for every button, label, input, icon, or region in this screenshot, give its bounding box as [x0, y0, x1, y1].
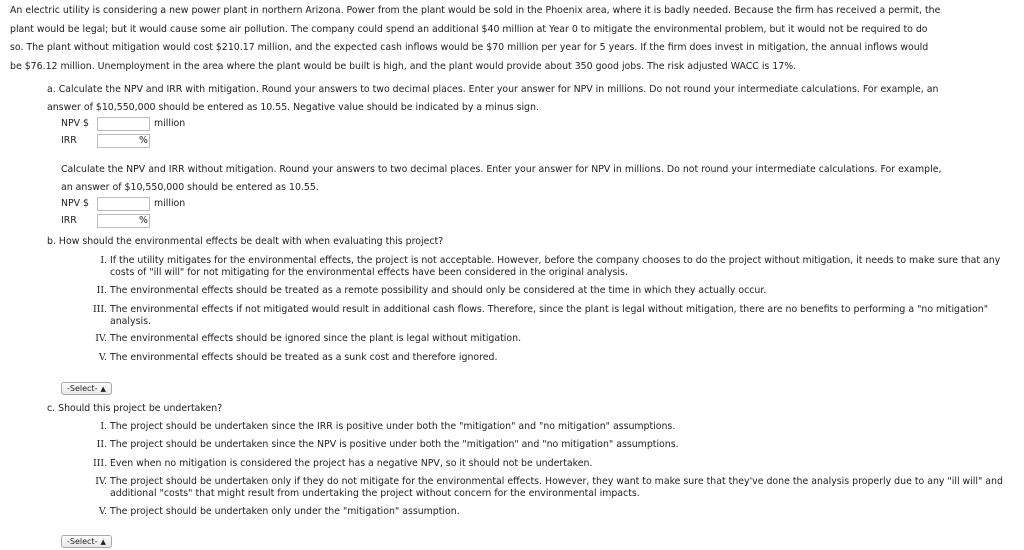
part-a-question-line: Calculate the NPV and IRR without mitigation. Round your answers to two decimal places. Enter your answer for NPV in millions. Do not round your intermediate calculations. For example,	[61, 164, 942, 175]
npv-with-mitigation-input[interactable]	[97, 117, 150, 131]
part-a-question	[47, 81, 1012, 117]
npv-label: NPV $	[61, 198, 90, 209]
option-text: The environmental effects should be treated as a sunk cost and therefore ignored.	[110, 352, 498, 363]
irr-with-mitigation-row	[61, 134, 261, 150]
intro-line: plant would be legal; but it would cause some air pollution. The company could spend an additional $40 million at Year 0 to mitigate the environmental problem, but it would not be required to do	[10, 23, 928, 35]
select-value: -Select-	[67, 384, 98, 393]
irr-without-mitigation-row	[61, 214, 261, 230]
problem-statement	[10, 2, 1016, 76]
option-text: The environmental effects should be treated as a remote possibility and should only be considered at the time in which they actually occur.	[110, 285, 767, 296]
option-number: IV.	[95, 333, 107, 344]
npv-without-mitigation-row	[61, 197, 261, 213]
option-number: V.	[98, 352, 107, 363]
intro-line: so. The plant without mitigation would cost $210.17 million, and the expected cash inflows would be $70 million per year for 5 years. If the firm does invest in mitigation, the annual inflows would	[10, 42, 929, 54]
npv-without-mitigation-input[interactable]	[97, 197, 150, 211]
option-number: II.	[96, 285, 107, 296]
option-number: III.	[93, 304, 108, 315]
npv-with-mitigation-row	[61, 117, 261, 133]
npv-label: NPV $	[61, 118, 90, 129]
part-a-question-line: an answer of $10,550,000 should be entered as 10.55.	[61, 182, 319, 193]
irr-label: IRR	[61, 215, 77, 226]
option-text: Even when no mitigation is considered the project has a negative NPV, so it should not be undertaken.	[110, 458, 593, 469]
option-text: The project should be undertaken since the NPV is positive under both the "mitigation" and "no mitigation" assumptions.	[110, 439, 679, 450]
updown-arrow-icon: ▲︎	[100, 538, 106, 546]
option-number: IV.	[95, 476, 107, 487]
part-a-question-line: a. Calculate the NPV and IRR with mitigation. Round your answers to two decimal places. Enter your answer for NPV in millions. Do not round your intermediate calculations. For example, an	[47, 84, 939, 95]
option-number: I.	[100, 255, 107, 266]
option-text: The project should be undertaken only under the "mitigation" assumption.	[110, 506, 460, 517]
option-number: II.	[96, 439, 107, 450]
part-c-answer-select[interactable]	[61, 535, 112, 548]
part-a-question-2	[61, 161, 1011, 197]
part-b-question: b. How should the environmental effects be dealt with when evaluating this project?	[47, 236, 444, 247]
option-text: The project should be undertaken since the IRR is positive under both the "mitigation" and "no mitigation" assumptions.	[110, 421, 676, 432]
irr-unit: %	[139, 215, 148, 226]
option-text: The environmental effects should be ignored since the plant is legal without mitigation.	[110, 333, 522, 344]
irr-label: IRR	[61, 135, 77, 146]
intro-line: An electric utility is considering a new power plant in northern Arizona. Power from the plant would be sold in the Phoenix area, where it is badly needed. Because the firm has received a permit, the	[10, 5, 941, 16]
option-number: I.	[100, 421, 107, 432]
npv-unit: million	[154, 198, 186, 209]
intro-line: be $76.12 million. Unemployment in the area where the plant would be built is high, and the plant would provide about 350 good jobs. The risk adjusted WACC is 17%.	[10, 60, 797, 72]
option-text: If the utility mitigates for the environmental effects, the project is not acceptable. However, before the company chooses to do the project without mitigation, it needs to make sure that any costs of "ill will" for not mitigating for the environmental effects have been considered in the original analysis.	[110, 255, 1001, 278]
part-c-question: c. Should this project be undertaken?	[47, 403, 223, 414]
option-text: The environmental effects if not mitigated would result in additional cash flows. Therefore, since the plant is legal without mitigation, there are no benefits to performing a "no mitigation" analysis.	[110, 304, 989, 327]
option-text: The project should be undertaken only if they do not mitigate for the environmental effects. However, they want to make sure that they've done the analysis properly due to any "ill will" and additional "costs" that might result from undertaking the project without concern for the environmental impacts.	[110, 476, 1003, 499]
part-b-answer-select[interactable]	[61, 382, 112, 395]
updown-arrow-icon: ▲︎	[100, 385, 106, 393]
option-number: V.	[98, 506, 107, 517]
npv-unit: million	[154, 118, 186, 129]
option-number: III.	[93, 458, 108, 469]
part-a-question-line: answer of $10,550,000 should be entered as 10.55. Negative value should be indicated by a minus sign.	[47, 102, 539, 113]
select-value: -Select-	[67, 537, 98, 546]
irr-unit: %	[139, 135, 148, 146]
